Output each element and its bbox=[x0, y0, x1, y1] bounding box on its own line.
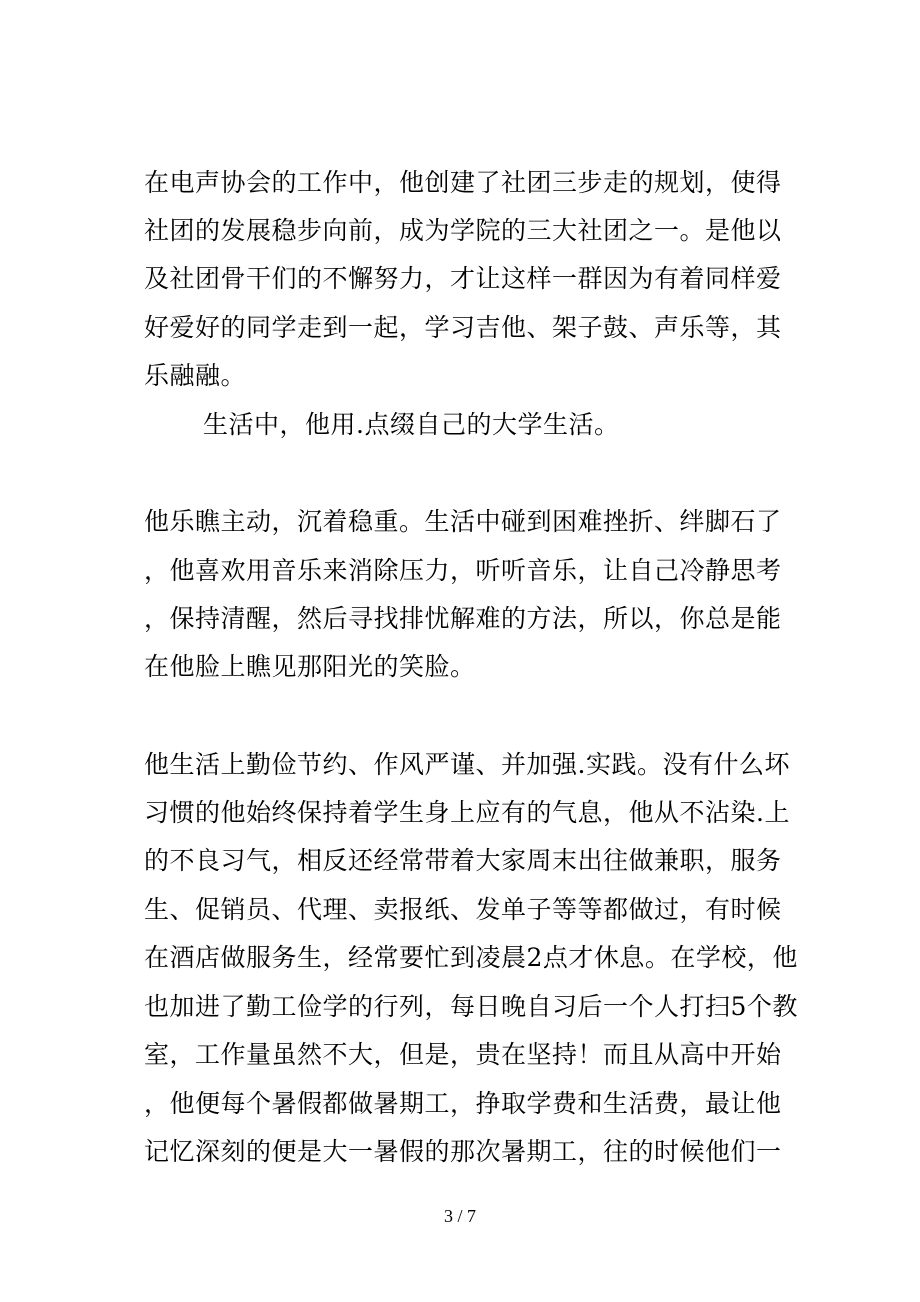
paragraph-1-line-3: 及社团骨干们的不懈努力，才让这样一群因为有着同样爱 bbox=[144, 264, 782, 293]
paragraph-4-line-7: 室，工作量虽然不大，但是，贵在坚持！而且从高中开始 bbox=[144, 1040, 782, 1069]
paragraph-3-line-1: 他乐瞧主动，沉着稳重。生活中碰到困难挫折、绊脚石了 bbox=[144, 507, 782, 536]
paragraph-4-line-5: 在酒店做服务生，经常要忙到凌晨2点才休息。在学校，他 bbox=[144, 943, 798, 972]
paragraph-1-line-2: 社团的发展稳步向前，成为学院的三大社团之一。是他以 bbox=[144, 216, 782, 245]
paragraph-1-line-4: 好爱好的同学走到一起，学习吉他、架子鼓、声乐等，其 bbox=[144, 313, 782, 342]
page-number: 3 / 7 bbox=[443, 1206, 476, 1226]
paragraph-3-line-3: ，保持清醒，然后寻找排忧解难的方法，所以，你总是能 bbox=[144, 604, 782, 633]
paragraph-4-line-1: 他生活上勤俭节约、作风严谨、并加强.实践。没有什么坏 bbox=[144, 750, 790, 779]
paragraph-1-line-5: 乐融融。 bbox=[144, 361, 247, 390]
paragraph-4-line-3: 的不良习气，相反还经常带着大家周末出往做兼职，服务 bbox=[144, 846, 782, 875]
paragraph-3-line-2: ，他喜欢用音乐来消除压力，听听音乐，让自己冷静思考 bbox=[144, 556, 782, 585]
paragraph-3-line-4: 在他脸上瞧见那阳光的笑脸。 bbox=[144, 652, 476, 681]
paragraph-1-line-1: 在电声协会的工作中，他创建了社团三步走的规划，使得 bbox=[144, 168, 782, 197]
paragraph-4-line-8: ，他便每个暑假都做暑期工，挣取学费和生活费，最让他 bbox=[144, 1089, 782, 1118]
paragraph-4-line-6: 也加进了勤工俭学的行列，每日晚自习后一个人打扫5个教 bbox=[144, 992, 798, 1021]
paragraph-4-line-4: 生、促销员、代理、卖报纸、发单子等等都做过，有时候 bbox=[144, 895, 782, 924]
paragraph-4-line-9: 记忆深刻的便是大一暑假的那次暑期工，往的时候他们一 bbox=[144, 1137, 782, 1166]
paragraph-2-line-1: 生活中，他用.点缀自己的大学生活。 bbox=[203, 410, 620, 439]
paragraph-4-line-2: 习惯的他始终保持着学生身上应有的气息，他从不沾染.上 bbox=[144, 798, 790, 827]
